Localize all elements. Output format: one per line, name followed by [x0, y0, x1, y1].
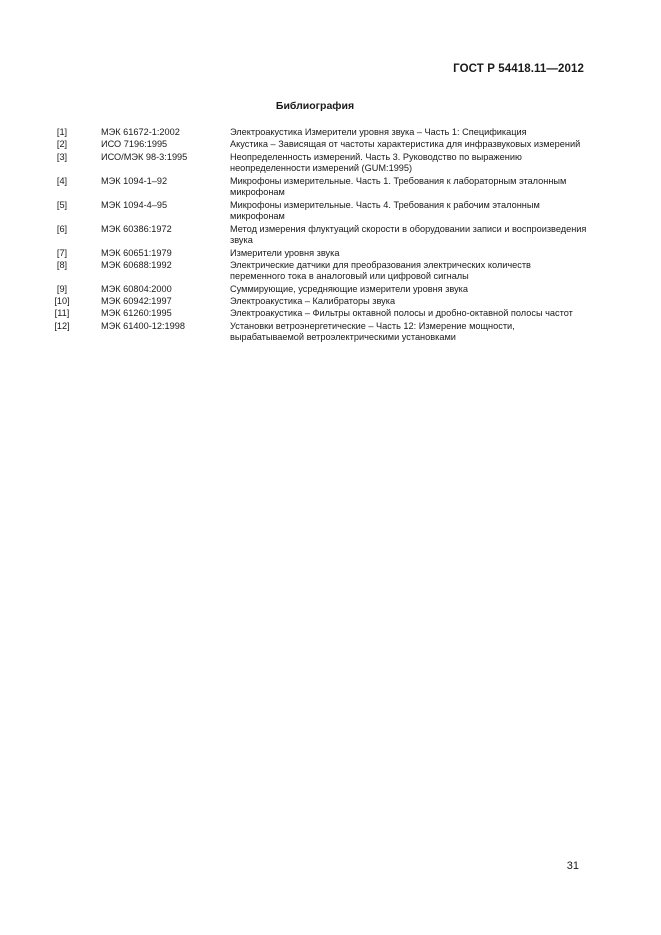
entry-number: [5] [56, 200, 68, 211]
bibliography-entry [48, 176, 588, 198]
entry-standard: ИСО 7196:1995 [101, 138, 168, 149]
entry-standard: МЭК 61672-1:2002 [101, 127, 180, 137]
bibliography-entry [48, 127, 588, 138]
bibliography-entry [48, 200, 588, 222]
entry-number: [9] [56, 284, 68, 295]
entry-number: [7] [56, 248, 68, 259]
bibliography-entry [48, 260, 588, 282]
entry-description: Установки ветроэнергетические – Часть 12: Измерение мощности, вырабатываемой ветроэлектрическими установками [230, 321, 515, 343]
entry-description: Микрофоны измерительные. Часть 1. Требования к лабораторным эталонным микрофонам [230, 176, 567, 197]
entry-number: [3] [56, 152, 68, 163]
entry-description: Неопределенность измерений. Часть 3. Руководство по выражению неопределенности измерений (GUM:1995) [230, 152, 522, 173]
entry-number: [1] [56, 127, 68, 137]
entry-standard: МЭК 61400-12:1998 [101, 321, 185, 332]
entry-standard: МЭК 1094-4–95 [101, 200, 168, 211]
entry-description: Суммирующие, усредняющие измерители уровня звука [230, 284, 469, 295]
entry-description: Измерители уровня звука [230, 248, 340, 259]
entry-standard: МЭК 1094-1–92 [101, 176, 168, 187]
entry-standard: МЭК 60651:1979 [101, 248, 172, 259]
entry-standard: МЭК 60386:1972 [101, 224, 172, 235]
bibliography-entry [48, 139, 588, 150]
entry-number: [8] [56, 260, 68, 271]
bibliography-entry [48, 224, 588, 246]
entry-description: Микрофоны измерительные. Часть 4. Требования к рабочим эталонным микрофонам [230, 200, 540, 222]
bibliography-entry [48, 284, 588, 295]
section-title: Библиография [275, 100, 355, 112]
entry-standard: МЭК 60688:1992 [101, 260, 172, 271]
entry-description: Электроакустика – Калибраторы звука [230, 296, 396, 307]
bibliography-entry [48, 152, 588, 174]
bibliography-entry [48, 308, 588, 319]
entry-number: [11] [54, 307, 70, 318]
entry-description: Электроакустика – Фильтры октавной полосы и дробно-октавной полосы частот [230, 307, 573, 318]
entry-standard: ИСО/МЭК 98-3:1995 [101, 152, 188, 163]
bibliography-entry [48, 321, 588, 343]
entry-description: Электроакустика Измерители уровня звука – Часть 1: Спецификация [230, 127, 527, 137]
entry-standard: МЭК 61260:1995 [101, 307, 172, 318]
entry-standard: МЭК 60804:2000 [101, 284, 172, 295]
entry-description: Электрические датчики для преобразования электрических количеств переменного тока в аналоговый или цифровой сигналы [230, 260, 531, 282]
entry-number: [12] [54, 321, 70, 332]
document-code: ГОСТ Р 54418.11—2012 [453, 63, 584, 75]
page-number: 31 [566, 860, 579, 872]
entry-number: [6] [56, 224, 68, 235]
entry-number: [4] [56, 176, 68, 187]
bibliography-entry [48, 248, 588, 259]
bibliography-entry [48, 296, 588, 307]
entry-number: [10] [54, 296, 70, 307]
entry-number: [2] [56, 138, 68, 149]
entry-standard: МЭК 60942:1997 [101, 296, 172, 307]
entry-description: Акустика – Зависящая от частоты характеристика для инфразвуковых измерений [230, 138, 581, 149]
entry-description: Метод измерения флуктуаций скорости в оборудовании записи и воспроизведения звука [230, 224, 587, 246]
bibliography-list [48, 127, 588, 344]
